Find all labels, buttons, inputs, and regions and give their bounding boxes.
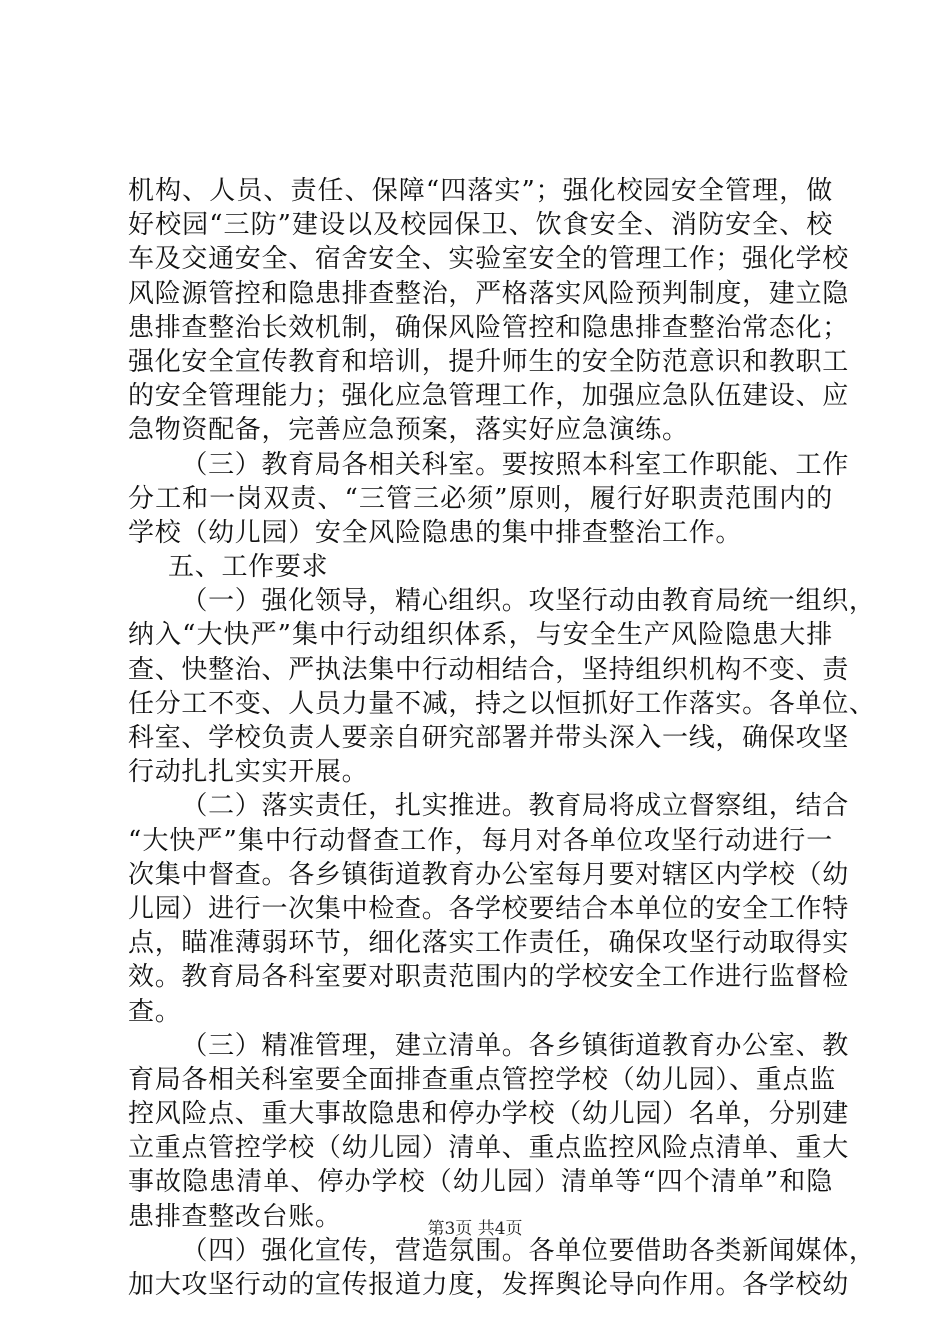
text-line: 行动扎扎实实开展。 xyxy=(128,757,369,788)
text-line: “大快严”集中行动督查工作，每月对各单位攻坚行动进行一 xyxy=(128,825,833,856)
text-line: 立重点管控学校（幼儿园）清单、重点监控风险点清单、重大 xyxy=(128,1133,849,1164)
text-line: 加大攻坚行动的宣传报道力度，发挥舆论导向作用。各学校幼 xyxy=(128,1270,849,1300)
text-line: （四）强化宣传，营造氛围。各单位要借助各类新闻媒体， xyxy=(181,1235,876,1266)
text-line: 儿园）进行一次集中检查。各学校要结合本单位的安全工作特 xyxy=(128,893,849,924)
text-line: 任分工不变、人员力量不减，持之以恒抓好工作落实。各单位、 xyxy=(128,688,876,719)
text-line: 查。 xyxy=(128,996,182,1027)
text-line: 好校园“三防”建设以及校园保卫、饮食安全、消防安全、校 xyxy=(128,210,833,241)
text-line: 机构、人员、责任、保障“四落实”；强化校园安全管理，做 xyxy=(128,176,833,206)
text-line: 科室、学校负责人要亲自研究部署并带头深入一线，确保攻坚 xyxy=(128,723,849,753)
text-line: 控风险点、重大事故隐患和停办学校（幼儿园）名单，分别建 xyxy=(128,1099,849,1130)
text-line: 五、工作要求 xyxy=(168,552,329,583)
text-line: 风险源管控和隐患排查整治，严格落实风险预判制度，建立隐 xyxy=(128,278,849,309)
text-line: 效。教育局各科室要对职责范围内的学校安全工作进行监督检 xyxy=(128,962,849,993)
text-line: 患排查整改台账。 xyxy=(128,1201,342,1232)
text-line: 车及交通安全、宿舍安全、实验室安全的管理工作；强化学校 xyxy=(128,244,849,275)
text-line: （二）落实责任，扎实推进。教育局将成立督察组，结合 xyxy=(181,791,849,822)
text-line: 强化安全宣传教育和培训，提升师生的安全防范意识和教职工 xyxy=(128,346,849,377)
text-line: 分工和一岗双责、“三管三必须”原则，履行好职责范围内的 xyxy=(128,483,833,514)
text-line: 查、快整治、严执法集中行动相结合，坚持组织机构不变、责 xyxy=(128,654,849,685)
text-line: （三）精准管理，建立清单。各乡镇街道教育办公室、教 xyxy=(181,1030,849,1061)
text-line: （三）教育局各相关科室。要按照本科室工作职能、工作 xyxy=(181,449,849,480)
text-line: 学校（幼儿园）安全风险隐患的集中排查整治工作。 xyxy=(128,517,743,548)
text-line: 纳入“大快严”集中行动组织体系，与安全生产风险隐患大排 xyxy=(128,620,833,651)
text-line: 患排查整治长效机制，确保风险管控和隐患排查整治常态化； xyxy=(128,312,849,343)
document-body xyxy=(128,174,876,1302)
text-line: 次集中督查。各乡镇街道教育办公室每月要对辖区内学校（幼 xyxy=(128,859,849,890)
text-line: 事故隐患清单、停办学校（幼儿园）清单等“四个清单”和隐 xyxy=(128,1167,833,1198)
text-line: 急物资配备，完善应急预案，落实好应急演练。 xyxy=(128,415,689,446)
text-line: 的安全管理能力；强化应急管理工作，加强应急队伍建设、应 xyxy=(128,381,849,412)
text-line: （一）强化领导，精心组织。攻坚行动由教育局统一组织， xyxy=(181,586,876,617)
text-line: 点，瞄准薄弱环节，细化落实工作责任，确保攻坚行动取得实 xyxy=(128,928,849,959)
page-footer: 第3页 共4页 xyxy=(427,1219,523,1239)
text-line: 育局各相关科室要全面排查重点管控学校（幼儿园）、重点监 xyxy=(128,1064,836,1095)
